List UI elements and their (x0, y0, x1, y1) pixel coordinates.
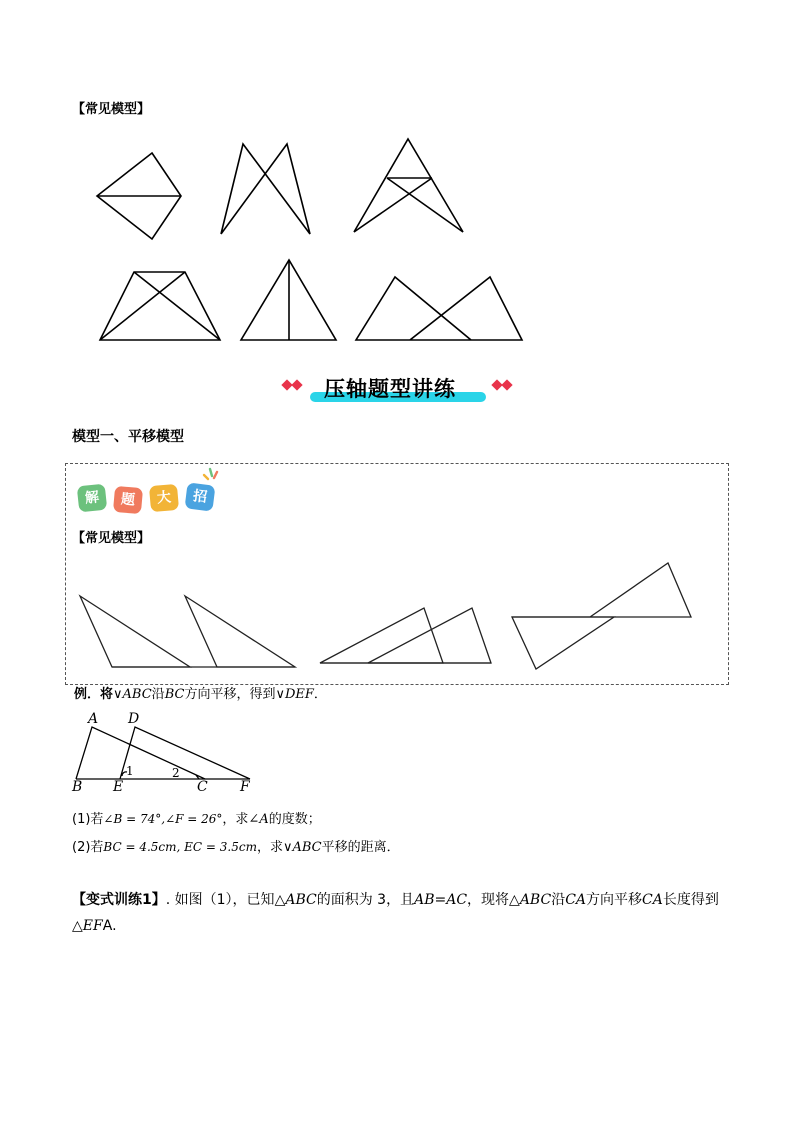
example-prefix: 例．将 (74, 687, 114, 702)
model-one-heading: 模型一、平移模型 (72, 429, 184, 445)
label-C: C (197, 779, 208, 795)
common-models-heading: 【常见模型】 (72, 102, 151, 117)
variant-training (72, 891, 719, 909)
example-end: ． (313, 687, 327, 702)
banner-title: 压轴题型讲练 (324, 377, 456, 401)
q2-abc: ABC (292, 840, 322, 855)
example-dir: 方向平移，得到 (184, 687, 276, 702)
variant-t4: 沿 (551, 892, 566, 908)
q1-mid: ，求 (222, 812, 249, 827)
example-bc: BC (164, 687, 185, 702)
example-sym: ∨ (113, 687, 123, 702)
q1-angle: ∠A (248, 812, 269, 827)
q1-end: 的度数； (268, 812, 321, 827)
variant-abc-2: ABC (519, 892, 552, 908)
variant-t3: ，现将 (467, 892, 510, 908)
label-A: A (88, 711, 99, 727)
tips-badge-4: 招 (185, 482, 216, 511)
example-sym-2: ∨ (275, 687, 285, 702)
tips-badge-1: 解 (77, 484, 108, 513)
variant-t6: 长度得到 (662, 892, 719, 908)
variant-ca-2: CA (642, 892, 663, 908)
label-D: D (128, 711, 140, 727)
q1-prefix: (1)若 (72, 812, 104, 827)
variant-line2-end: . (112, 918, 117, 934)
label-F: F (240, 779, 250, 795)
q2-end: 平移的距离． (321, 840, 400, 855)
tips-badge-2: 题 (113, 486, 143, 514)
variant-line-2 (72, 917, 117, 935)
question-1 (72, 810, 321, 829)
variant-t2: 的面积为 3，且 (316, 892, 415, 908)
variant-line2-ef: EF (82, 918, 103, 934)
variant-line2-a: A (102, 918, 113, 934)
variant-ca: CA (565, 892, 587, 908)
variant-label: 【变式训练1】 (72, 892, 166, 908)
box-common-models-heading: 【常见模型】 (72, 531, 151, 546)
example-def: DEF (284, 687, 314, 702)
example-abc: ABC (122, 687, 152, 702)
variant-tri: △ (274, 892, 286, 908)
label-angle-1: 1 (126, 764, 134, 778)
variant-tri-2: △ (509, 892, 520, 908)
tips-badge-3: 大 (149, 484, 179, 512)
q2-expr: BC = 4.5cm, EC = 3.5cm (103, 840, 257, 854)
variant-line2-tri: △ (72, 918, 83, 934)
question-2 (72, 838, 400, 857)
label-E: E (113, 779, 124, 795)
variant-t5: 方向平移 (586, 892, 643, 908)
variant-abc: ABC (285, 892, 317, 908)
example-along: 沿 (151, 687, 165, 702)
variant-t1: . 如图（1），已知 (165, 892, 275, 908)
label-B: B (72, 779, 83, 795)
q2-mid: ，求 (256, 840, 283, 855)
q2-prefix: (2)若 (72, 840, 104, 855)
variant-eq: AB=AC (414, 892, 468, 908)
q1-expr: ∠B = 74°,∠F = 26° (103, 812, 223, 826)
q2-sym: ∨ (282, 840, 293, 855)
label-angle-2: 2 (172, 766, 180, 780)
